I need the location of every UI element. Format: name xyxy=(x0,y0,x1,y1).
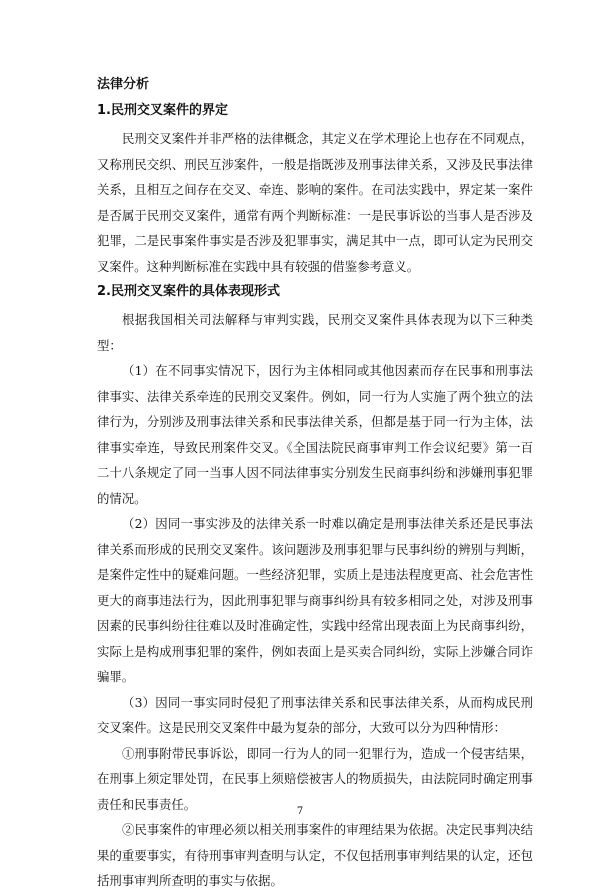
paragraph-type-1: （1）在不同事实情况下，因行为主体相同或其他因素而存在民事和刑事法律事实、法律关系牵连的民刑交叉案件。例如，同一行为人实施了两个独立的法律行为，分别涉及刑事法律关系和民事法律关系，但都是基于同一行为主体，法律事实牵连，导致民刑案件交叉。《全国法院民商事审判工作会议纪要》第一百二十八条规定了同一当事人因不同法律事实分别发生民商事纠纷和涉嫌刑事犯罪的情况。 xyxy=(97,363,533,506)
paragraph-type-3: （3）因同一事实同时侵犯了刑事法律关系和民事法律关系，从而构成民刑交叉案件。这是民刑交叉案件中最为复杂的部分，大致可以分为四种情形： xyxy=(97,694,533,735)
page-number: 7 xyxy=(296,806,304,817)
paragraph-forms-intro: 根据我国相关司法解释与审判实践，民刑交叉案件具体表现为以下三种类型： xyxy=(97,312,533,353)
paragraph-type-2: （2）因同一事实涉及的法律关系一时难以确定是刑事法律关系还是民事法律关系而形成的民刑交叉案件。该问题涉及刑事犯罪与民事纠纷的辨别与判断，是案件定性中的疑难问题。一些经济犯罪，实质上是违法程度更高、社会危害性更大的商事违法行为，因此刑事犯罪与商事纠纷具有较多相同之处，对涉及刑事因素的民事纠纷往往难以及时准确定性，实践中经常出现表面上为民商事纠纷，实际上是构成刑事犯罪的案件，例如表面上是买卖合同纠纷，实际上涉嫌合同诈骗罪。 xyxy=(97,516,533,684)
paragraph-definition: 民刑交叉案件并非严格的法律概念，其定义在学术理论上也存在不同观点，又称刑民交织、刑民互涉案件，一般是指既涉及刑事法律关系，又涉及民事法律关系，且相互之间存在交叉、牵连、影响的案件。在司法实践中，界定某一案件是否属于民刑交叉案件，通常有两个判断标准：一是民事诉讼的当事人是否涉及犯罪，二是民事案件事实是否涉及犯罪事实，满足其中一点，即可认定为民刑交叉案件。这种判断标准在实践中具有较强的借鉴参考意义。 xyxy=(97,131,533,274)
subsection-title-forms: 2.民刑交叉案件的具体表现形式 xyxy=(97,284,280,299)
document-body xyxy=(97,74,533,894)
section-title: 法律分析 xyxy=(97,77,150,92)
subsection-title-definition: 1.民刑交叉案件的界定 xyxy=(97,103,228,118)
paragraph-case-1: ①刑事附带民事诉讼，即同一行为人的同一犯罪行为，造成一个侵害结果，在刑事上须定罪处罚，在民事上须赔偿被害人的物质损失，由法院同时确定刑事责任和民事责任。 xyxy=(97,745,533,812)
paragraph-case-2: ②民事案件的审理必须以相关刑事案件的审理结果为依据。决定民事判决结果的重要事实，有待刑事审判查明与认定，不仅包括刑事审判结果的认定，还包括刑事审判所查明的事实与依据。 xyxy=(97,822,533,888)
